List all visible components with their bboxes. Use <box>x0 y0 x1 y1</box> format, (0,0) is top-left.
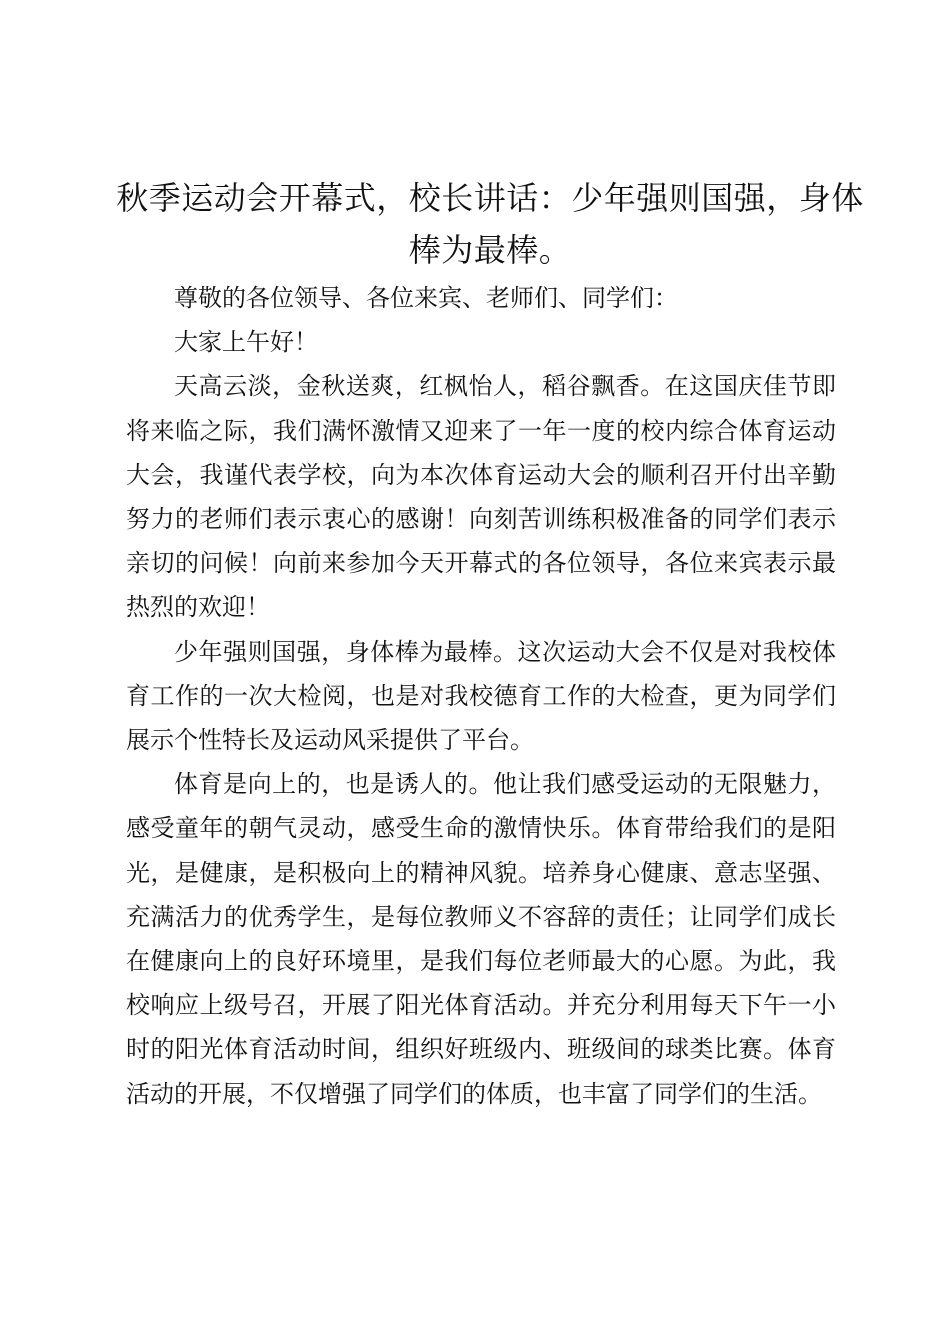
greeting: 大家上午好！ <box>174 328 318 357</box>
salutation: 尊敬的各位领导、各位来宾、老师们、同学们： <box>174 284 678 312</box>
body-paragraph: 少年强则国强，身体棒为最棒。这次运动大会不仅是对我校体育工作的一次大检阅，也是对我校德育工作的大检查，更为同学们展示个性特长及运动风采提供了平台。 <box>126 637 836 755</box>
document-title: 秋季运动会开幕式，校长讲话：少年强则国强，身体棒为最棒。 <box>116 179 864 269</box>
body-paragraph: 体育是向上的，也是诱人的。他让我们感受运动的无限魅力，感受童年的朝气灵动，感受生命的激情快乐。体育带给我们的是阳光，是健康，是积极向上的精神风貌。培养身心健康、意志坚强、充满活力的优秀学生，是每位教师义不容辞的责任；让同学们成长在健康向上的良好环境里，是我们每位老师最大的心愿。为此，我校响应上级号召，开展了阳光体育活动。并充分利用每天下午一小时的阳光体育活动时间，组织好班级内、班级间的球类比赛。体育活动的开展，不仅增强了同学们的体质，也丰富了同学们的生活。 <box>126 770 836 1108</box>
body-paragraph: 天高云淡，金秋送爽，红枫怡人，稻谷飘香。在这国庆佳节即将来临之际，我们满怀激情又迎来了一年一度的校内综合体育运动大会，我谨代表学校，向为本次体育运动大会的顺利召开付出辛勤努力的老师们表示衷心的感谢！向刻苦训练积极准备的同学们表示亲切的问候！向前来参加今天开幕式的各位领导，各位来宾表示最热烈的欢迎！ <box>126 372 836 622</box>
document-body <box>126 276 836 1116</box>
